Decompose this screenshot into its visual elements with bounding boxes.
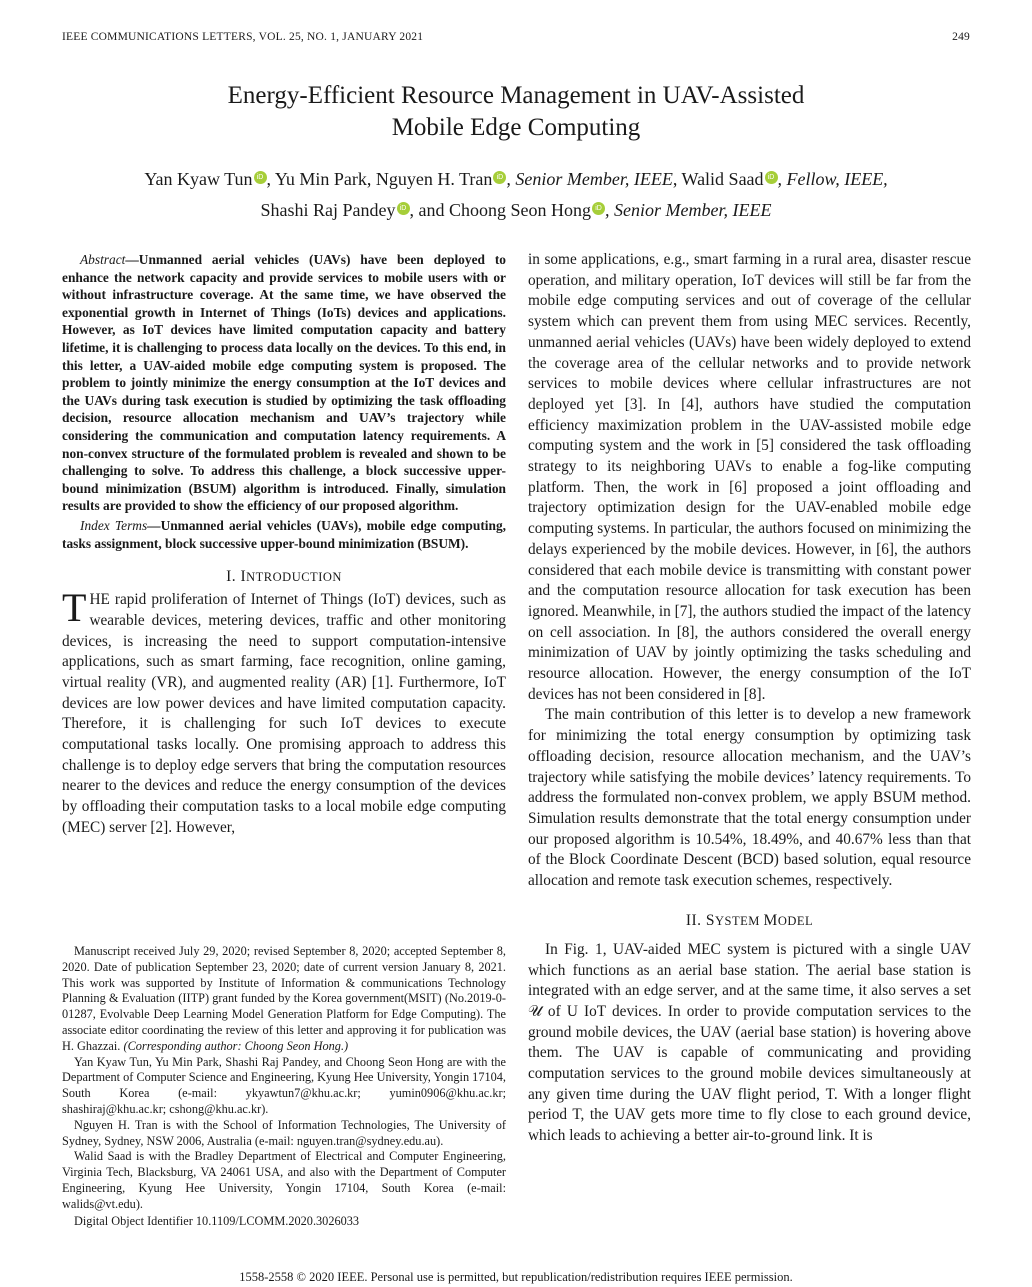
page-number: 249 [952,31,970,43]
journal-name: IEEE COMMUNICATIONS LETTERS, VOL. 25, NO. 1, JANUARY 2021 [62,31,424,43]
author-role: , Fellow, IEEE, [777,169,888,189]
section-heading-introduction: I. INTRODUCTION [226,568,342,586]
author-name: , and Choong Seon Hong [409,200,592,220]
index-terms-label: Index Terms [80,517,148,533]
paper-title [120,80,912,144]
author-name: Yan Kyaw Tun [144,169,253,189]
intro-paragraph-continued: in some applications, e.g., smart farming in a rural area, disaster rescue operation, and military operation, IoT devices will still be far from the mobile edge computing services and out of coverage of the cellular system which can prevent them from using MEC services. Recently, unmanned aerial vehicles (UAVs) have been widely deployed to extend the coverage area of the cellular networks and to provide network services to mobile devices where cellular infrastructures are not deployed yet [3]. In [4], authors have studied the computation efficiency maximization problem in the UAV-assisted mobile edge computing system and the work in [5] considered the task offloading strategy to its neighboring UAVs to enable a fog-like computing platform. Then, the work in [6] proposed a joint offloading and trajectory optimization design for the UAV-enabled mobile edge computing systems. In particular, the authors focused on minimizing the delays experienced by the mobile devices. However, in [6], the authors considered that each mobile device is transmitting with constant power and the computation resource allocation for task execution has been ignored. Meanwhile, in [7], the authors studied the impact of the latency on cell association. In [8], the authors considered the overall energy minimization of UAV by jointly optimizing the tasks scheduling and resource allocation. However, the energy consumption of the IoT devices has not been considered in [8]. [528,251,971,703]
running-header [62,31,970,47]
author-line-1 [62,164,970,195]
right-column [528,250,971,1147]
index-terms-text: —Unmanned aerial vehicles (UAVs), mobile edge computing, tasks assignment, block successive upper-bound minimization (BSUM). [62,517,507,551]
abstract [62,251,506,515]
footnote-manuscript: Manuscript received July 29, 2020; revised September 8, 2020; accepted September 8, 2020. Date of publication September 23, 2020; date of current version January 8, 2021. This work was supported by Institute of Information & communications Technology Planning & Evaluation (IITP) grant funded by the Korea government(MSIT) (No.2019-0-01287, Evolvable Deep Learning Model Generation Platform for Edge Computing). The associate editor coordinating the review of this letter and approving it for publication was H. Ghazzai. (Corresponding author: Choong Seon Hong.) [62,944,506,1053]
author-name: Shashi Raj Pandey [260,200,396,220]
footnote-affiliation: Yan Kyaw Tun, Yu Min Park, Shashi Raj Pandey, and Choong Seon Hong are with the Department of Computer Science and Engineering, Kyung Hee University, Yongin 17104, South Korea (e-mail: ykyawtun7@khu.ac.kr; yumin0906@khu.ac.kr; shashiraj@khu.ac.kr; cshong@khu.ac.kr). [62,1054,506,1116]
doi: Digital Object Identifier 10.1109/LCOMM.2020.3026033 [74,1213,360,1228]
title-line-1: Energy-Efficient Resource Management in UAV-Assisted [227,82,805,109]
footnote-affiliation: Nguyen H. Tran is with the School of Information Technologies, The University of Sydney, Sydney, NSW 2006, Australia (e-mail: nguyen.tran@sydney.edu.au). [62,1117,506,1148]
author-line-2 [62,195,970,226]
section-heading-system-model: II. SYSTEM MODEL [685,911,814,929]
copyright-notice: 1558-2558 © 2020 IEEE. Personal use is permitted, but republication/redistribution requires IEEE permission. [239,1270,793,1284]
system-model-paragraph: In Fig. 1, UAV-aided MEC system is pictured with a single UAV which functions as an aerial base station. The aerial base station is integrated with an edge server, and at the same time, it also serves a set 𝒰 of U IoT devices. In order to provide computation services to the ground mobile devices, the UAV (aerial base station) is hovering above them. The UAV is capable of communicating and providing computation services to the ground mobile devices simultaneously at any given time during the UAV flight period, T. With a longer flight period T, the UAV gets more time to fly close to each ground device, which leads to achieving a better air-to-ground link. It is [528,940,971,1145]
orcid-icon[interactable]: iD [493,171,506,184]
author-name: , Yu Min Park, Nguyen H. Tran [266,169,493,189]
footnotes [62,944,506,1229]
orcid-icon[interactable]: iD [592,202,605,215]
footnote-affiliation: Walid Saad is with the Bradley Department of Electrical and Computer Engineering, Virginia Tech, Blacksburg, VA 24061 USA, and also with the Department of Computer Engineering, Kyung Hee University, Yongin 17104, South Korea (e-mail: walids@vt.edu). [62,1149,506,1211]
author-role: , Senior Member, IEEE [605,200,772,220]
left-column [62,251,506,839]
orcid-icon[interactable]: iD [397,202,410,215]
index-terms [62,517,506,552]
orcid-icon[interactable]: iD [765,171,778,184]
author-list [62,164,970,226]
orcid-icon[interactable]: iD [254,171,267,184]
contribution-paragraph: The main contribution of this letter is to develop a new framework for minimizing the total energy consumption by optimizing task offloading decision, resource allocation mechanism, and the UAV’s trajectory while satisfying the mobile devices’ latency requirements. To address the formulated non-convex problem, we apply BSUM method. Simulation results demonstrate that the total energy consumption under our proposed algorithm is 10.54%, 18.49%, and 40.67% less than that of the Block Coordinate Descent (BCD) based solution, equal resource allocation and remote task execution schemes, respectively. [528,706,971,890]
abstract-text: —Unmanned aerial vehicles (UAVs) have been deployed to enhance the network capacity and provide services to mobile users with or without infrastructure coverage. At the same time, we have observed the exponential growth in Internet of Things (IoTs) devices and applications. However, as IoT devices have limited computation capacity and battery lifetime, it is challenging to process data locally on the devices. To this end, in this letter, a UAV-aided mobile edge computing system is proposed. The problem to jointly minimize the energy consumption at the IoT devices and the UAVs during task execution is studied by optimizing the task offloading decision, resource allocation mechanism and UAV’s trajectory while considering the communication and computation latency requirements. A non-convex structure of the formulated problem is revealed and shown to be challenging to solve. To address this challenge, a block successive upper-bound minimization (BSUM) algorithm is introduced. Finally, simulation results are provided to show the efficiency of our proposed algorithm. [62,252,506,514]
abstract-label: Abstract [80,252,126,267]
title-line-2: Mobile Edge Computing [391,114,641,141]
author-role: , Senior Member, IEEE [506,169,673,189]
author-name: , Walid Saad [672,169,764,189]
intro-paragraph: THE rapid proliferation of Internet of Things (IoT) devices, such as wearable devices, metering devices, traffic and other monitoring devices, is increasing the need to support computation-intensive applications, such as smart farming, face recognition, online gaming, virtual reality (VR), and augmented reality (AR) [1]. Furthermore, IoT devices are low power devices and have limited computation capacity. Therefore, it is challenging for such IoT devices to execute computational tasks locally. One promising approach to address this challenge is to deploy edge servers that bring the computation resources nearer to the devices and reduce the energy consumption of the devices by offloading their computation tasks to a local mobile edge computing (MEC) server [2]. However, [62,585,506,836]
